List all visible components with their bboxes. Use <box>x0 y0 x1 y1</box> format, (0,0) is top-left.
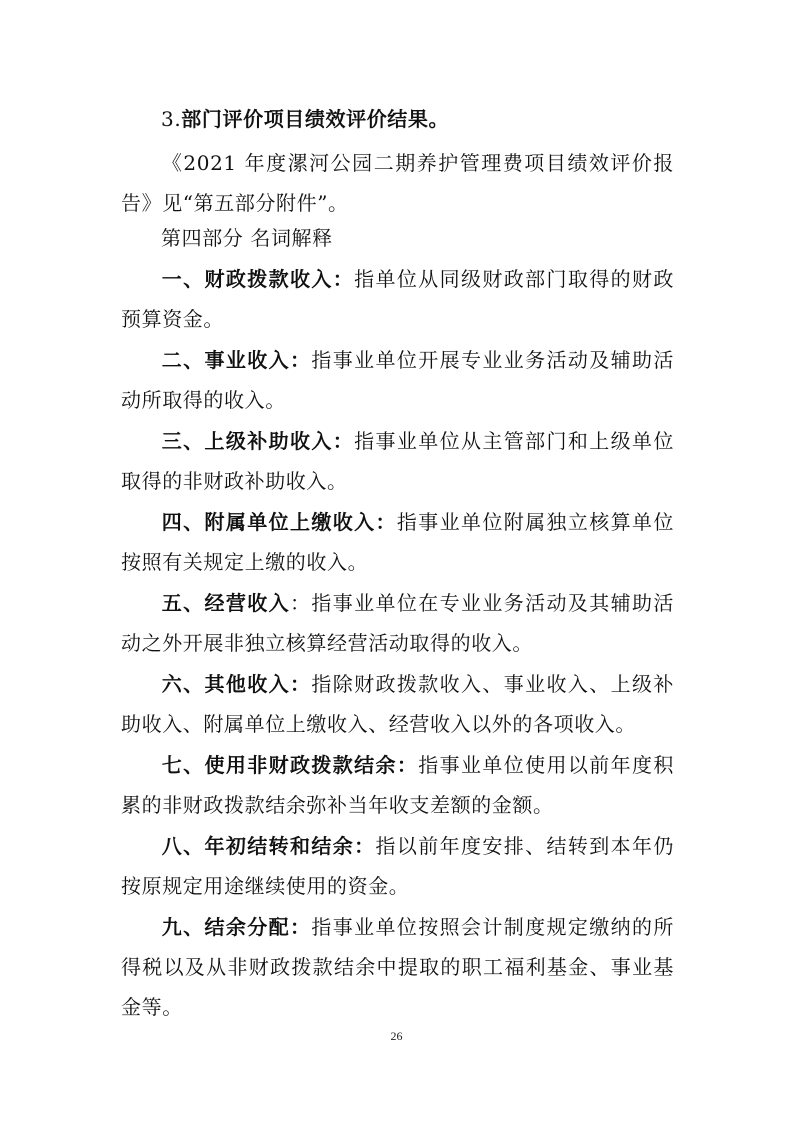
definition-item <box>121 583 674 663</box>
definition-term: 三、上级补助收入： <box>161 429 355 453</box>
definition-item <box>121 745 674 825</box>
definition-text: 指事业单位按照会计制度规定缴纳的所得税以及从非财政拨款结余中提取的职工福利基金、事业基金等。 <box>121 915 675 1019</box>
definition-text: 指事业单位附属独立核算单位按照有关规定上缴的收入。 <box>121 510 674 574</box>
report-reference-text: 《2021 年度漯河公园二期养护管理费项目绩效评价报告》见“第五部分附件”。 <box>121 151 674 215</box>
definition-text: 指事业单位从主管部门和上级单位取得的非财政补助收入。 <box>121 429 675 493</box>
section-title-text: 第四部分 名词解释 <box>161 226 333 250</box>
definition-term: 一、财政拨款收入： <box>161 267 355 291</box>
definition-item <box>121 664 674 744</box>
definition-item <box>121 421 674 501</box>
definition-item <box>121 907 674 1027</box>
heading-number: 3. <box>161 107 182 131</box>
definition-item <box>121 502 674 582</box>
definition-item <box>121 340 674 420</box>
heading-performance-result <box>121 99 674 139</box>
definition-text: 指除财政拨款收入、事业收入、上级补助收入、附属单位上缴收入、经营收入以外的各项收入。 <box>121 672 675 736</box>
definition-item <box>121 259 674 339</box>
definition-text: 指事业单位开展专业业务活动及辅助活动所取得的收入。 <box>121 348 675 412</box>
heading-title: 部门评价项目绩效评价结果。 <box>181 107 450 131</box>
definition-text: 指以前年度安排、结转到本年仍按原规定用途继续使用的资金。 <box>121 834 675 898</box>
definition-term: 四、附属单位上缴收入： <box>161 510 397 534</box>
definition-term: 七、使用非财政拨款结余： <box>161 753 419 777</box>
definition-text: 指事业单位使用以前年度积累的非财政拨款结余弥补当年收支差额的金额。 <box>121 753 675 817</box>
definition-term: 二、事业收入： <box>161 348 312 372</box>
section-title <box>121 218 674 258</box>
definition-term: 五、经营收入 <box>161 591 291 615</box>
definition-term: 八、年初结转和结余： <box>161 834 376 858</box>
definition-text: 指单位从同级财政部门取得的财政预算资金。 <box>121 267 675 331</box>
page-number: 26 <box>390 1029 403 1043</box>
definition-term: 六、其他收入： <box>161 672 312 696</box>
report-reference-paragraph <box>121 143 674 223</box>
definition-text: ：指事业单位在专业业务活动及其辅助活动之外开展非独立核算经营活动取得的收入。 <box>121 591 674 655</box>
definition-term: 九、结余分配： <box>161 915 312 939</box>
definition-item <box>121 826 674 906</box>
